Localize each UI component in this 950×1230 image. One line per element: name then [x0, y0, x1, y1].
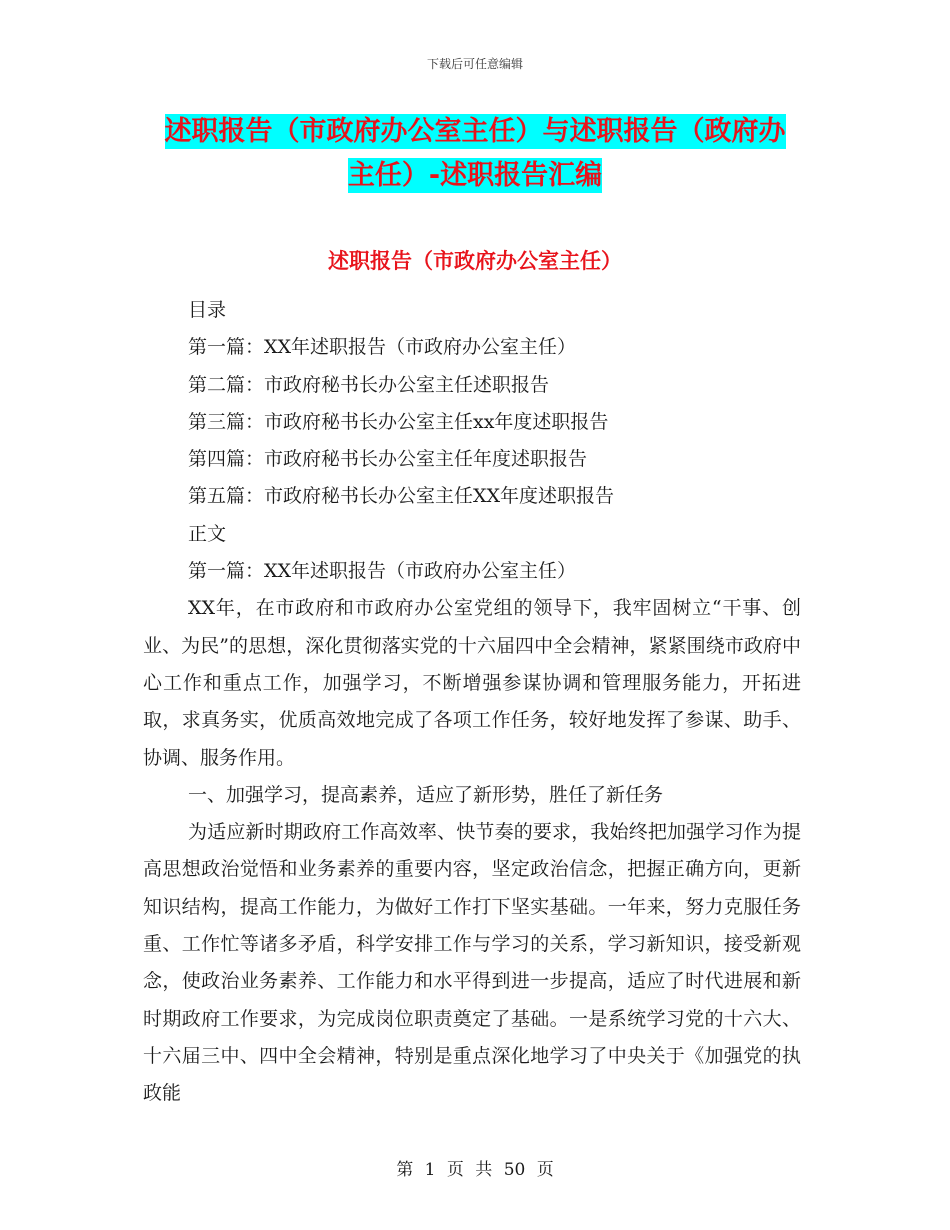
document-title-line-1: 述职报告（市政府办公室主任）与述职报告（政府办: [164, 116, 786, 147]
page-header-note: 下载后可任意编辑: [426, 57, 523, 71]
body-label: 正文: [188, 522, 227, 545]
toc-item: 第二篇：市政府秘书长办公室主任述职报告: [188, 373, 550, 396]
chapter-heading: 第一篇：XX年述职报告（市政府办公室主任）: [188, 560, 577, 583]
paragraph: 为适应新时期政府工作高效率、快节奏的要求，我始终把加强学习作为提高思想政治觉悟和业务素养的重要内容，坚定政治信念，把握正确方向，更新知识结构，提高工作能力，为做好工作打下坚实基础。一年来，努力克服任务重、工作忙等诸多矛盾，科学安排工作与学习的关系，学习新知识，接受新观念，使政治业务素养、工作能力和水平得到进一步提高，适应了时代进展和新时期政府工作要求，为完成岗位职责奠定了基础。一是系统学习党的十六大、十六届三中、四中全会精神，特别是重点深化地学习了中央关于《加强党的执政能: [143, 821, 801, 1105]
document-title: [0, 110, 950, 198]
toc-item: 第三篇：市政府秘书长办公室主任xx年度述职报告: [188, 410, 609, 433]
document-title-line-2: 主任）-述职报告汇编: [347, 160, 603, 191]
section-title: 述职报告（市政府办公室主任）: [328, 249, 622, 273]
document-body: [143, 292, 801, 1113]
subsection-heading: 一、加强学习，提高素养，适应了新形势，胜任了新任务: [188, 783, 664, 806]
page-number: 第 1 页 共 50 页: [396, 1160, 554, 1180]
toc-label: 目录: [188, 299, 227, 321]
toc-item: 第四篇：市政府秘书长办公室主任年度述职报告: [188, 448, 588, 471]
toc-item: 第五篇：市政府秘书长办公室主任XX年度述职报告: [188, 485, 615, 508]
paragraph: XX年，在市政府和市政府办公室党组的领导下，我牢固树立“干事、创业、为民”的思想，深化贯彻落实党的十六届四中全会精神，紧紧围绕市政府中心工作和重点工作，加强学习，不断增强参谋协调和管理服务能力，开拓进取，求真务实，优质高效地完成了各项工作任务，较好地发挥了参谋、助手、协调、服务作用。: [143, 597, 801, 769]
toc-item: 第一篇：XX年述职报告（市政府办公室主任）: [188, 336, 577, 359]
